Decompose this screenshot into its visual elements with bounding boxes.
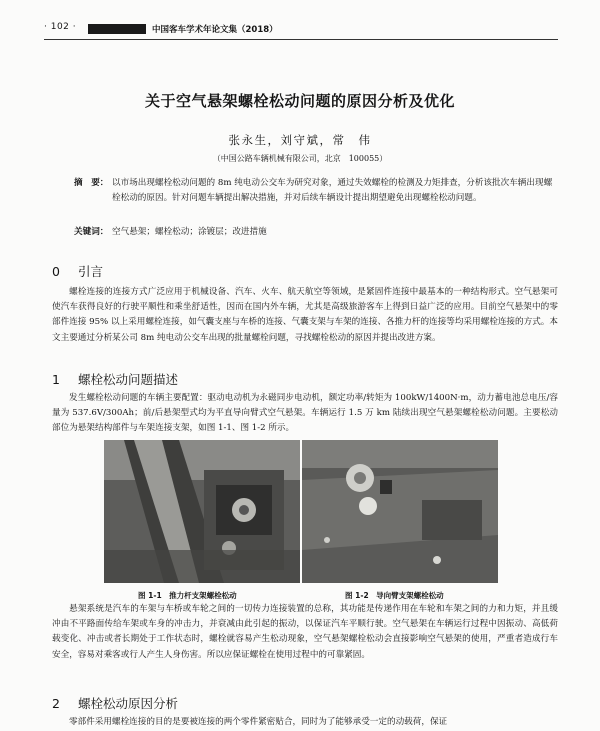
section-heading-2 (52, 694, 178, 712)
running-header (44, 22, 558, 38)
suspension-paragraph (52, 602, 558, 663)
article-title: 关于空气悬架螺栓松动问题的原因分析及优化 (144, 92, 455, 110)
header-logo-band (88, 24, 146, 34)
section-body-0 (52, 285, 558, 346)
abstract (60, 176, 560, 224)
section-heading-0 (52, 262, 103, 280)
section-body-2 (52, 715, 558, 730)
section-title: 螺栓松动原因分析 (78, 696, 179, 711)
header-rule (44, 39, 558, 40)
article-affiliation: （中国公路车辆机械有限公司，北京 100055） (212, 154, 388, 163)
paragraph-text: 螺栓连接的连接方式广泛应用于机械设备、汽车、火车、航天航空等领域，是紧固件连接中最基本的一种结构形式。空气悬架可使汽车获得良好的行驶平顺性和乘坐舒适性，因而在国内外车辆，尤其是高级旅游客车上得到日益广泛的应用。目前空气悬架中的零部件连接 95% 以上采用螺栓连接，如气囊支座与车桥的连接、气囊支架与车架的连接、各推力杆的连接等均采用螺栓连接的方式。本文主要通过分析某公司 8m 纯电动公交车出现的批量螺栓问题，寻找螺栓松动的原因并提出改进方案。 (52, 287, 558, 343)
abstract-label: 摘 要： (74, 178, 109, 188)
section-title: 引言 (78, 264, 104, 279)
section-number: 0 (52, 264, 60, 279)
keywords (60, 225, 560, 241)
figure-1-1-caption: 图 1-1 推力杆支架螺栓松动 (138, 591, 237, 600)
section-number: 1 (52, 372, 60, 387)
section-body-1 (52, 391, 558, 437)
paragraph-text: 悬架系统是汽车的车架与车桥或车轮之间的一切传力连接装置的总称，其功能是传递作用在车轮和车架之间的力和力矩，并且缓冲由不平路面传给车架或车身的冲击力，并衰减由此引起的振动，以保证汽车平顺行驶。空气悬架在车辆运行过程中因振动、高低荷载变化、冲击或者长期处于工作状态时，螺栓就容易产生松动现象，空气悬架螺栓松动会直接影响空气悬架的使用，严重者造成行车安全，容易对乘客或行人产生人身伤害。所以应保证螺栓在使用过程中的可靠紧固。 (52, 604, 558, 660)
section-number: 2 (52, 696, 60, 711)
page-number: · 102 · (44, 22, 77, 32)
section-heading-1 (52, 370, 178, 388)
figure-1-2-photo (302, 440, 498, 583)
figure-1-2-caption: 图 1-2 导向臂支架螺栓松动 (345, 591, 444, 600)
article-authors: 张永生，刘守斌，常 伟 (228, 133, 372, 147)
paragraph-text: 零部件采用螺栓连接的目的是要被连接的两个零件紧密贴合，同时为了能够承受一定的动载荷，保证 (69, 717, 448, 727)
keywords-label: 关键词： (74, 227, 109, 237)
figure-1-1-photo (104, 440, 300, 583)
paragraph-text: 发生螺栓松动问题的车辆主要配置：驱动电动机为永磁同步电动机，额定功率/转矩为 100kW/1400N·m，动力蓄电池总电压/容量为 537.6V/300Ah；前/后悬架型式均为平直导向臂式空气悬架。车辆运行 1.5 万 km 陆续出现空气悬架螺栓松动问题。主要松动部位为悬架结构部件与车架连接支架，如图 1-1、图 1-2 所示。 (52, 393, 558, 434)
journal-title: 中国客车学术年论文集（2018） (152, 25, 278, 35)
section-title: 螺栓松动问题描述 (78, 372, 179, 387)
abstract-text: 以市场出现螺栓松动问题的 8m 纯电动公交车为研究对象，通过失效螺栓的检测及力矩排查，分析该批次车辆出现螺栓松动的原因。针对问题车辆提出解决措施，并对后续车辆设计提出期望避免出现螺栓松动问题。 (112, 178, 553, 203)
keywords-text: 空气悬架；螺栓松动；涂镀层；改进措施 (112, 227, 267, 237)
